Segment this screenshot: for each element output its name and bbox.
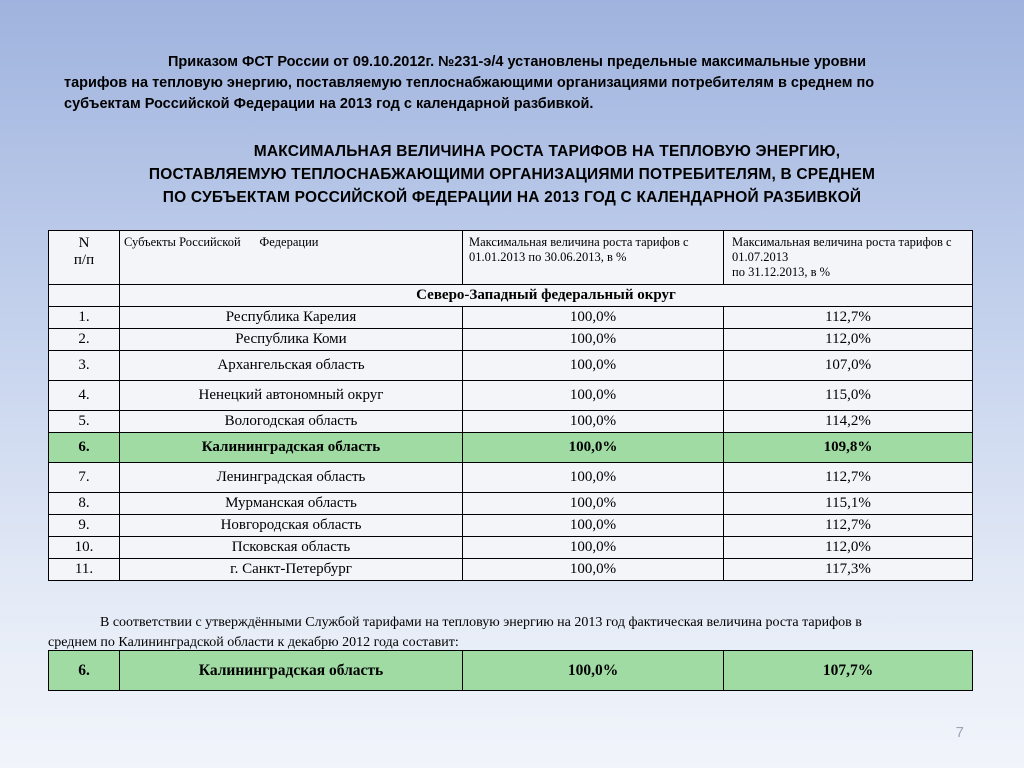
intro-text	[64, 52, 944, 115]
table-row	[49, 351, 973, 381]
row-number: 3.	[49, 351, 120, 381]
row-number: 6.	[49, 433, 120, 463]
heading-line-3: ПО СУБЪЕКТАМ РОССИЙСКОЙ ФЕДЕРАЦИИ НА 2013 ГОД С КАЛЕНДАРНОЙ РАЗБИВКОЙ	[162, 189, 862, 206]
table-header-row	[49, 231, 973, 285]
row-number: 5.	[49, 411, 120, 433]
heading-line-1: МАКСИМАЛЬНАЯ ВЕЛИЧИНА РОСТА ТАРИФОВ НА ТЕПЛОВУЮ ЭНЕРГИЮ,	[253, 143, 841, 160]
region-title: Северо-Западный федеральный округ	[120, 285, 973, 307]
row-second-half: 115,0%	[724, 381, 973, 411]
row-number: 8.	[49, 493, 120, 515]
header-second-half: Максимальная величина роста тарифов с 01.07.2013 по 31.12.2013, в %	[724, 231, 973, 285]
row-second-half: 112,0%	[724, 329, 973, 351]
row-subject: Вологодская область	[120, 411, 463, 433]
row-first-half: 100,0%	[463, 493, 724, 515]
heading-line-2: ПОСТАВЛЯЕМУЮ ТЕПЛОСНАБЖАЮЩИМИ ОРГАНИЗАЦИЯМИ ПОТРЕБИТЕЛЯМ, В СРЕДНЕМ	[148, 166, 876, 183]
table-row	[49, 433, 973, 463]
row-subject: г. Санкт-Петербург	[120, 559, 463, 581]
header-first-half: Максимальная величина роста тарифов с 01.01.2013 по 30.06.2013, в %	[463, 231, 724, 285]
page-number: 7	[955, 724, 964, 741]
row-subject: Ненецкий автономный округ	[120, 381, 463, 411]
result-number: 6.	[49, 651, 120, 691]
row-second-half: 117,3%	[724, 559, 973, 581]
row-subject: Республика Карелия	[120, 307, 463, 329]
row-second-half: 112,7%	[724, 515, 973, 537]
table-row	[49, 493, 973, 515]
intro-line-1: Приказом ФСТ России от 09.10.2012г. №231-э/4 установлены предельные максимальные уровни	[168, 54, 867, 70]
row-first-half: 100,0%	[463, 433, 724, 463]
row-first-half: 100,0%	[463, 329, 724, 351]
row-first-half: 100,0%	[463, 351, 724, 381]
row-first-half: 100,0%	[463, 515, 724, 537]
row-subject: Псковская область	[120, 537, 463, 559]
intro-line-3: субъектам Российской Федерации на 2013 год с календарной разбивкой.	[64, 96, 594, 112]
row-number: 11.	[49, 559, 120, 581]
row-second-half: 107,0%	[724, 351, 973, 381]
row-number: 7.	[49, 463, 120, 493]
row-number: 1.	[49, 307, 120, 329]
row-number: 2.	[49, 329, 120, 351]
result-second-half: 107,7%	[724, 651, 973, 691]
row-second-half: 112,7%	[724, 463, 973, 493]
row-first-half: 100,0%	[463, 411, 724, 433]
table-heading	[40, 140, 984, 209]
row-second-half: 112,0%	[724, 537, 973, 559]
result-row	[49, 651, 973, 691]
header-subject: Субъекты Российской Федерации	[120, 231, 463, 285]
row-second-half: 115,1%	[724, 493, 973, 515]
intro-line-2: тарифов на тепловую энергию, поставляемую теплоснабжающими организациями потребителям в среднем по	[64, 75, 875, 91]
row-subject: Мурманская область	[120, 493, 463, 515]
note-line-2: среднем по Калининградской области к декабрю 2012 года составит:	[48, 635, 459, 650]
result-first-half: 100,0%	[463, 651, 724, 691]
row-subject: Республика Коми	[120, 329, 463, 351]
region-row	[49, 285, 973, 307]
table-row	[49, 537, 973, 559]
row-subject: Калининградская область	[120, 433, 463, 463]
table-row	[49, 307, 973, 329]
row-subject: Новгородская область	[120, 515, 463, 537]
table-row	[49, 515, 973, 537]
row-first-half: 100,0%	[463, 537, 724, 559]
row-first-half: 100,0%	[463, 381, 724, 411]
row-first-half: 100,0%	[463, 463, 724, 493]
row-number: 10.	[49, 537, 120, 559]
table-row	[49, 329, 973, 351]
note-line-1: В соответствии с утверждёнными Службой тарифами на тепловую энергию на 2013 год фактическая величина роста тарифов в	[100, 615, 862, 630]
row-first-half: 100,0%	[463, 307, 724, 329]
row-number: 9.	[49, 515, 120, 537]
row-first-half: 100,0%	[463, 559, 724, 581]
table-body	[49, 307, 973, 581]
row-subject: Архангельская область	[120, 351, 463, 381]
result-subject: Калининградская область	[120, 651, 463, 691]
row-number: 4.	[49, 381, 120, 411]
table-row	[49, 411, 973, 433]
row-subject: Ленинградская область	[120, 463, 463, 493]
row-second-half: 112,7%	[724, 307, 973, 329]
table-row	[49, 463, 973, 493]
table-row	[49, 381, 973, 411]
table-row	[49, 559, 973, 581]
row-second-half: 109,8%	[724, 433, 973, 463]
header-number: N п/п	[49, 231, 120, 285]
note-text	[48, 613, 968, 653]
tariff-table	[48, 230, 973, 581]
row-second-half: 114,2%	[724, 411, 973, 433]
result-table	[48, 650, 973, 691]
